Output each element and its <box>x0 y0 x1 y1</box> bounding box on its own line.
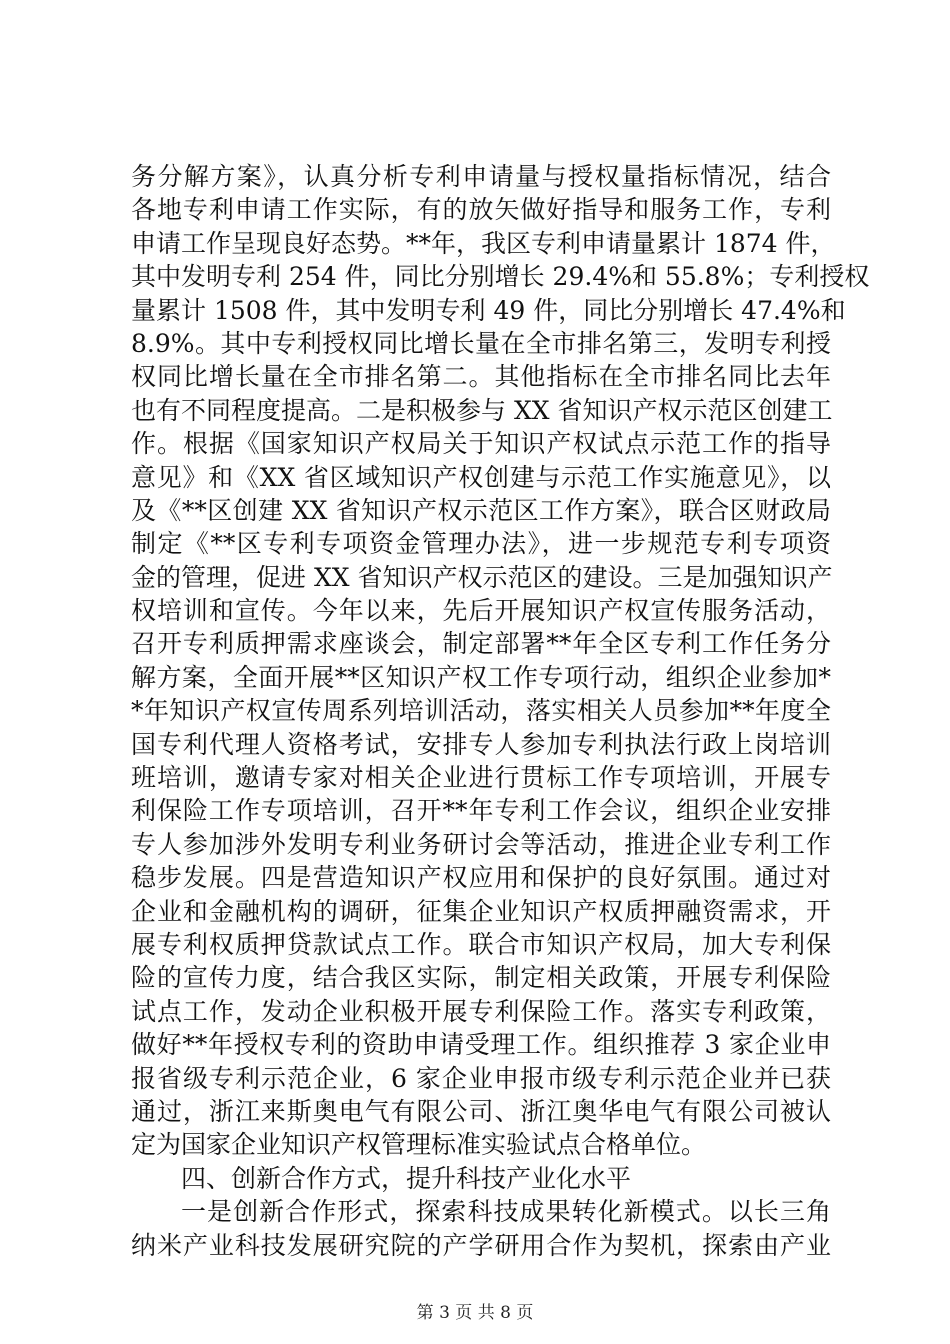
text-line: 其中发明专利 254 件，同比分别增长 29.4%和 55.8%；专利授权 <box>131 262 870 292</box>
text-line: 做好**年授权专利的资助申请受理工作。组织推荐 3 家企业申 <box>131 1030 831 1060</box>
text-line: 展专利权质押贷款试点工作。联合市知识产权局，加大专利保 <box>131 929 831 959</box>
text-line: 召开专利质押需求座谈会，制定部署**年全区专利工作任务分 <box>131 629 831 659</box>
text-line: 纳米产业科技发展研究院的产学研用合作为契机，探索由产业 <box>131 1230 831 1260</box>
text-line: 作。根据《国家知识产权局关于知识产权试点示范工作的指导 <box>131 429 831 459</box>
text-line: 量累计 1508 件，其中发明专利 49 件，同比分别增长 47.4%和 <box>131 295 846 325</box>
section-heading: 四、创新合作方式，提升科技产业化水平 <box>181 1163 632 1193</box>
text-line: 国专利代理人资格考试，安排专人参加专利执法行政上岗培训 <box>131 729 831 759</box>
text-line: *年知识产权宣传周系列培训活动，落实相关人员参加**年度全 <box>131 696 831 726</box>
text-line: 通过，浙江来斯奥电气有限公司、浙江奥华电气有限公司被认 <box>131 1096 831 1126</box>
text-line: 8.9%。其中专利授权同比增长量在全市排名第三，发明专利授 <box>131 328 831 358</box>
text-line: 险的宣传力度，结合我区实际，制定相关政策，开展专利保险 <box>131 963 831 993</box>
text-line: 金的管理，促进 XX 省知识产权示范区的建设。三是加强知识产 <box>131 562 833 592</box>
body-text <box>131 160 870 1262</box>
text-line: 专人参加涉外发明专利业务研讨会等活动，推进企业专利工作 <box>131 829 831 859</box>
text-line: 申请工作呈现良好态势。**年，我区专利申请量累计 1874 件， <box>131 228 836 258</box>
text-line: 稳步发展。四是营造知识产权应用和保护的良好氛围。通过对 <box>131 863 831 893</box>
text-line: 企业和金融机构的调研，征集企业知识产权质押融资需求，开 <box>131 896 831 926</box>
text-line: 意见》和《XX 省区域知识产权创建与示范工作实施意见》，以 <box>131 462 831 492</box>
text-line: 权同比增长量在全市排名第二。其他指标在全市排名同比去年 <box>131 362 831 392</box>
text-line: 解方案，全面开展**区知识产权工作专项行动，组织企业参加* <box>131 662 831 692</box>
text-line: 及《**区创建 XX 省知识产权示范区工作方案》，联合区财政局 <box>131 495 831 525</box>
text-line: 权培训和宣传。今年以来，先后开展知识产权宣传服务活动， <box>131 596 831 626</box>
text-line: 利保险工作专项培训，召开**年专利工作会议，组织企业安排 <box>131 796 831 826</box>
text-line: 班培训，邀请专家对相关企业进行贯标工作专项培训，开展专 <box>131 763 831 793</box>
text-line: 定为国家企业知识产权管理标准实验试点合格单位。 <box>131 1130 707 1160</box>
text-line: 各地专利申请工作实际，有的放矢做好指导和服务工作，专利 <box>131 195 831 225</box>
text-line: 一是创新合作形式，探索科技成果转化新模式。以长三角 <box>181 1197 831 1227</box>
text-line: 试点工作，发动企业积极开展专利保险工作。落实专利政策， <box>131 996 831 1026</box>
page-footer: 第 3 页 共 8 页 <box>416 1303 534 1323</box>
text-line: 务分解方案》，认真分析专利申请量与授权量指标情况，结合 <box>131 162 831 191</box>
text-line: 制定《**区专利专项资金管理办法》，进一步规范专利专项资 <box>131 529 831 559</box>
text-line: 也有不同程度提高。二是积极参与 XX 省知识产权示范区创建工 <box>131 395 833 425</box>
text-line: 报省级专利示范企业，6 家企业申报市级专利示范企业并已获 <box>131 1063 831 1093</box>
